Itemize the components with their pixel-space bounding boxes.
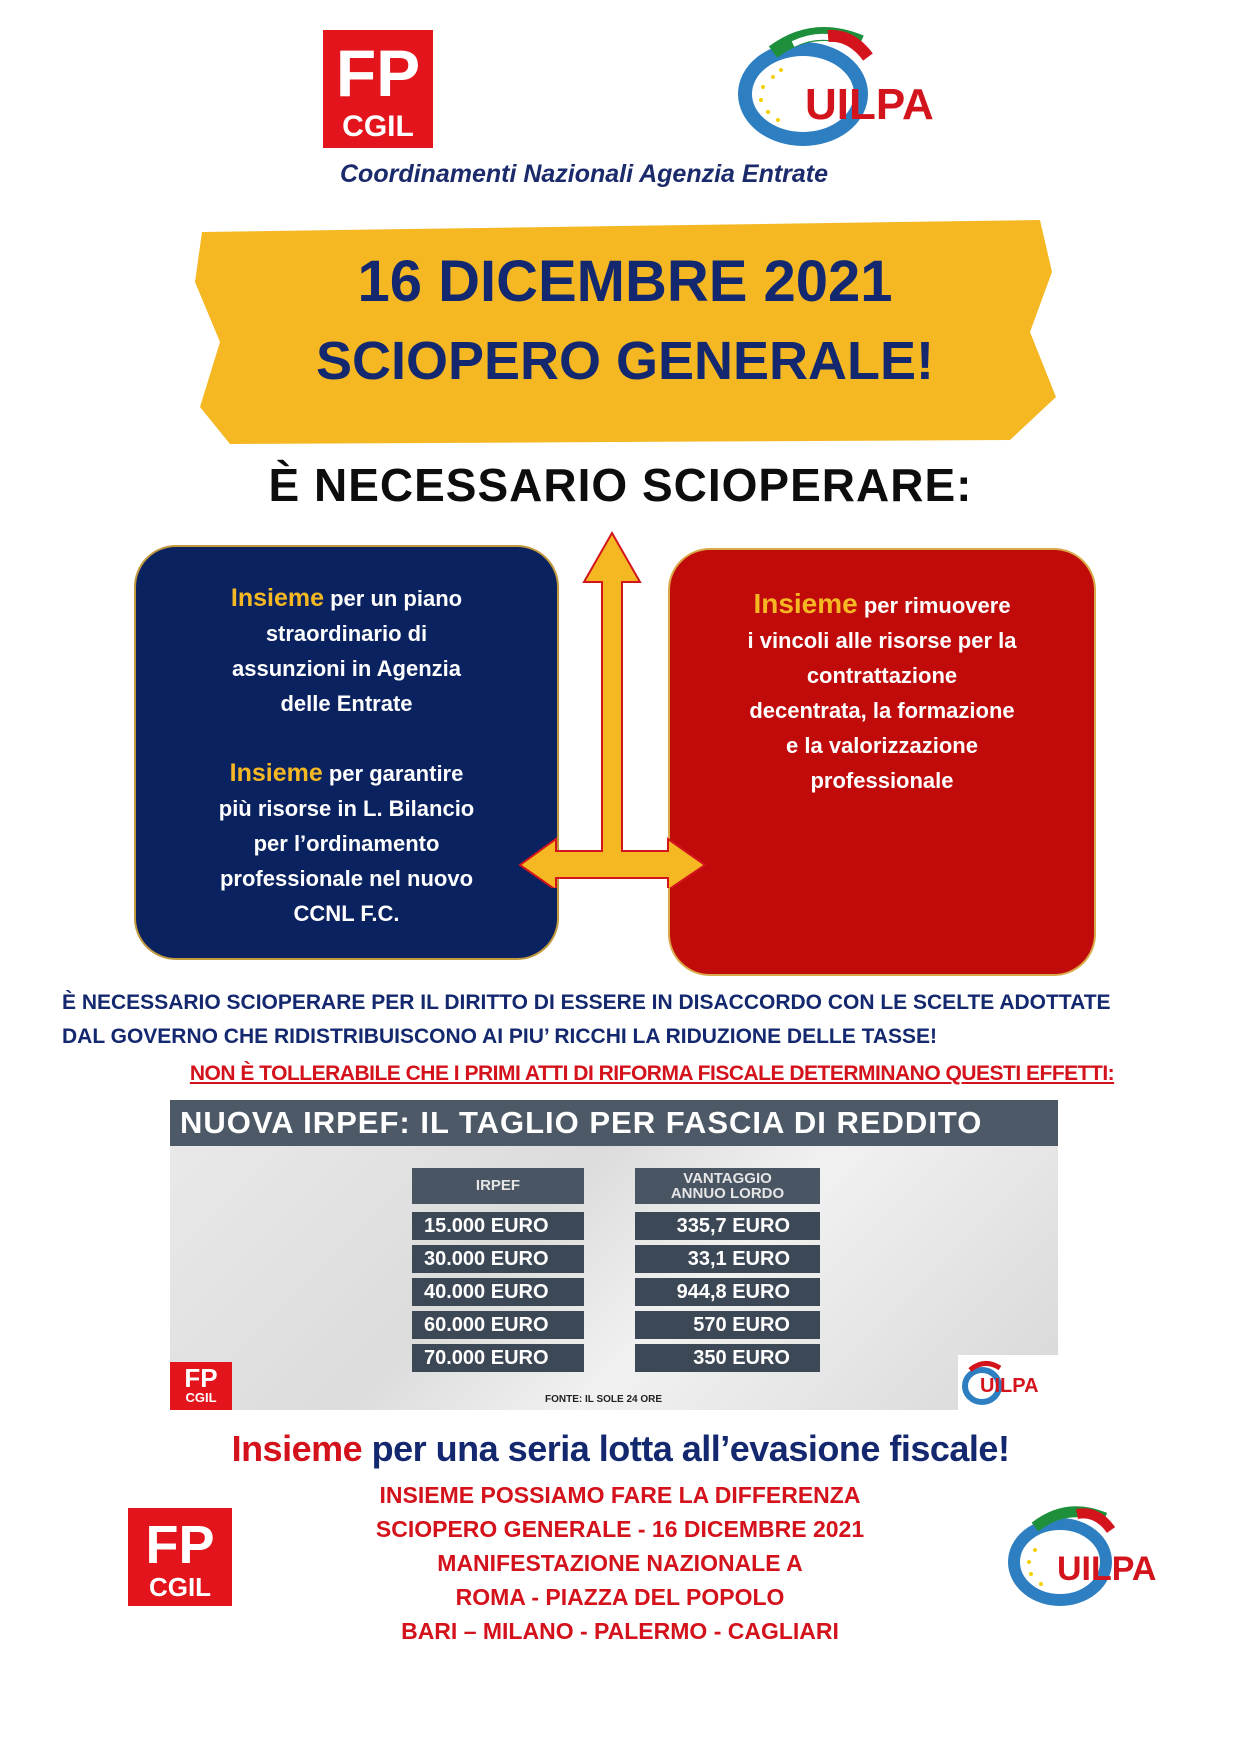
footer-line-1: INSIEME POSSIAMO FARE LA DIFFERENZA bbox=[379, 1482, 861, 1508]
footer-text bbox=[300, 1478, 940, 1648]
left-box-p1-b: straordinario di bbox=[265, 621, 428, 646]
irpef-table-rows bbox=[412, 1212, 822, 1377]
banner-strike: SCIOPERO GENERALE! bbox=[315, 331, 935, 391]
reddito-cell: 40.000 EURO bbox=[412, 1278, 584, 1306]
right-demand-box bbox=[668, 548, 1096, 976]
footer-uilpa-logo bbox=[1005, 1502, 1155, 1607]
reddito-cell: 15.000 EURO bbox=[412, 1212, 584, 1240]
insieme-slogan bbox=[0, 1428, 1241, 1470]
table-uilpa-text: UILPA bbox=[980, 1375, 1039, 1397]
irpef-table-title: NUOVA IRPEF: IL TAGLIO PER FASCIA DI REDDITO bbox=[170, 1100, 1058, 1146]
table-row bbox=[412, 1245, 822, 1278]
table-uilpa-logo bbox=[958, 1355, 1058, 1410]
table-fp-logo-fp: FP bbox=[184, 1363, 218, 1393]
irpef-table-image bbox=[170, 1100, 1058, 1410]
footer-fp-logo-cgil: CGIL bbox=[148, 1572, 212, 1602]
left-box-p2-c: per l’ordinamento bbox=[253, 831, 440, 856]
table-fp-logo-cgil: CGIL bbox=[185, 1390, 217, 1405]
fp-logo-fp: FP bbox=[335, 36, 421, 110]
footer-line-5: BARI – MILANO - PALERMO - CAGLIARI bbox=[401, 1618, 839, 1644]
table-fp-cgil-logo bbox=[170, 1362, 232, 1410]
right-box-e: e la valorizzazione bbox=[786, 733, 978, 758]
left-box-p1 bbox=[136, 581, 557, 721]
vantaggio-cell: 335,7 EURO bbox=[635, 1212, 820, 1240]
table-row bbox=[412, 1311, 822, 1344]
header-subtitle: Coordinamenti Nazionali Agenzia Entrate bbox=[340, 160, 829, 188]
vantaggio-cell: 33,1 EURO bbox=[635, 1245, 820, 1273]
reddito-cell: 60.000 EURO bbox=[412, 1311, 584, 1339]
right-box-d: decentrata, la formazione bbox=[749, 698, 1015, 723]
vantaggio-cell: 944,8 EURO bbox=[635, 1278, 820, 1306]
statement-line-1: È NECESSARIO SCIOPERARE PER IL DIRITTO DI ESSERE IN DISACCORDO CON LE SCELTE ADOTTATE bbox=[62, 991, 1111, 1014]
vantaggio-header-b: ANNUO LORDO bbox=[670, 1185, 785, 1202]
banner-date: 16 DICEMBRE 2021 bbox=[357, 249, 893, 314]
left-box-p1-a: per un piano bbox=[323, 586, 463, 611]
left-box-p1-c: assunzioni in Agenzia bbox=[232, 656, 461, 681]
cross-arrow-icon bbox=[518, 528, 708, 888]
uilpa-logo bbox=[733, 22, 934, 147]
left-box-p2-a: per garantire bbox=[322, 761, 464, 786]
table-row bbox=[412, 1278, 822, 1311]
statement-line-3: NON È TOLLERABILE CHE I PRIMI ATTI DI RIFORMA FISCALE DETERMINANO QUESTI EFFETTI: bbox=[189, 1062, 1115, 1085]
table-row bbox=[412, 1344, 822, 1377]
footer-line-2: SCIOPERO GENERALE - 16 DICEMBRE 2021 bbox=[375, 1516, 865, 1542]
footer-line-3: MANIFESTAZIONE NAZIONALE A bbox=[437, 1550, 803, 1576]
irpef-col-header bbox=[412, 1168, 584, 1204]
left-box-p2 bbox=[136, 756, 557, 931]
arrows-graphic bbox=[518, 528, 708, 888]
table-source: FONTE: IL SOLE 24 ORE bbox=[545, 1394, 663, 1405]
left-box-p1-d: delle Entrate bbox=[280, 691, 413, 716]
insieme-slogan-lead: Insieme bbox=[231, 1428, 363, 1469]
vantaggio-cell: 570 EURO bbox=[635, 1311, 820, 1339]
insieme-slogan-rest: per una seria lotta all’evasione fiscale! bbox=[362, 1428, 1010, 1469]
vantaggio-col-header bbox=[635, 1168, 820, 1204]
fp-cgil-logo bbox=[323, 30, 433, 148]
left-box-p2-d: professionale nel nuovo bbox=[219, 866, 474, 891]
vantaggio-header-a: VANTAGGIO bbox=[683, 1170, 772, 1187]
footer-uilpa-text: UILPA bbox=[1057, 1550, 1157, 1588]
uilpa-logo-text: UILPA bbox=[805, 80, 934, 129]
right-box-a: per rimuovere bbox=[857, 593, 1011, 618]
irpef-col-header-text: IRPEF bbox=[475, 1177, 521, 1194]
footer-line-4: ROMA - PIAZZA DEL POPOLO bbox=[455, 1584, 785, 1610]
fp-logo-cgil: CGIL bbox=[342, 110, 414, 143]
vantaggio-cell: 350 EURO bbox=[635, 1344, 820, 1372]
right-box-c: contrattazione bbox=[806, 663, 958, 688]
footer-fp-cgil-logo bbox=[128, 1508, 232, 1606]
left-box-p2-e: CCNL F.C. bbox=[293, 901, 400, 926]
right-box-lead: Insieme bbox=[753, 588, 858, 619]
left-box-p2-lead: Insieme bbox=[229, 759, 323, 787]
statement-line-2: DAL GOVERNO CHE RIDISTRIBUISCONO AI PIU’ RICCHI LA RIDUZIONE DELLE TASSE! bbox=[62, 1025, 938, 1048]
reddito-cell: 30.000 EURO bbox=[412, 1245, 584, 1273]
left-box-p1-lead: Insieme bbox=[230, 584, 324, 612]
necessario-heading: È NECESSARIO SCIOPERARE: bbox=[268, 459, 973, 511]
right-box-f: professionale bbox=[810, 768, 954, 793]
reddito-cell: 70.000 EURO bbox=[412, 1344, 584, 1372]
footer-fp-logo-fp: FP bbox=[145, 1515, 215, 1575]
left-demand-box bbox=[134, 545, 559, 960]
left-box-p2-b: più risorse in L. Bilancio bbox=[218, 796, 475, 821]
table-row bbox=[412, 1212, 822, 1245]
right-box-b: i vincoli alle risorse per la bbox=[747, 628, 1017, 653]
